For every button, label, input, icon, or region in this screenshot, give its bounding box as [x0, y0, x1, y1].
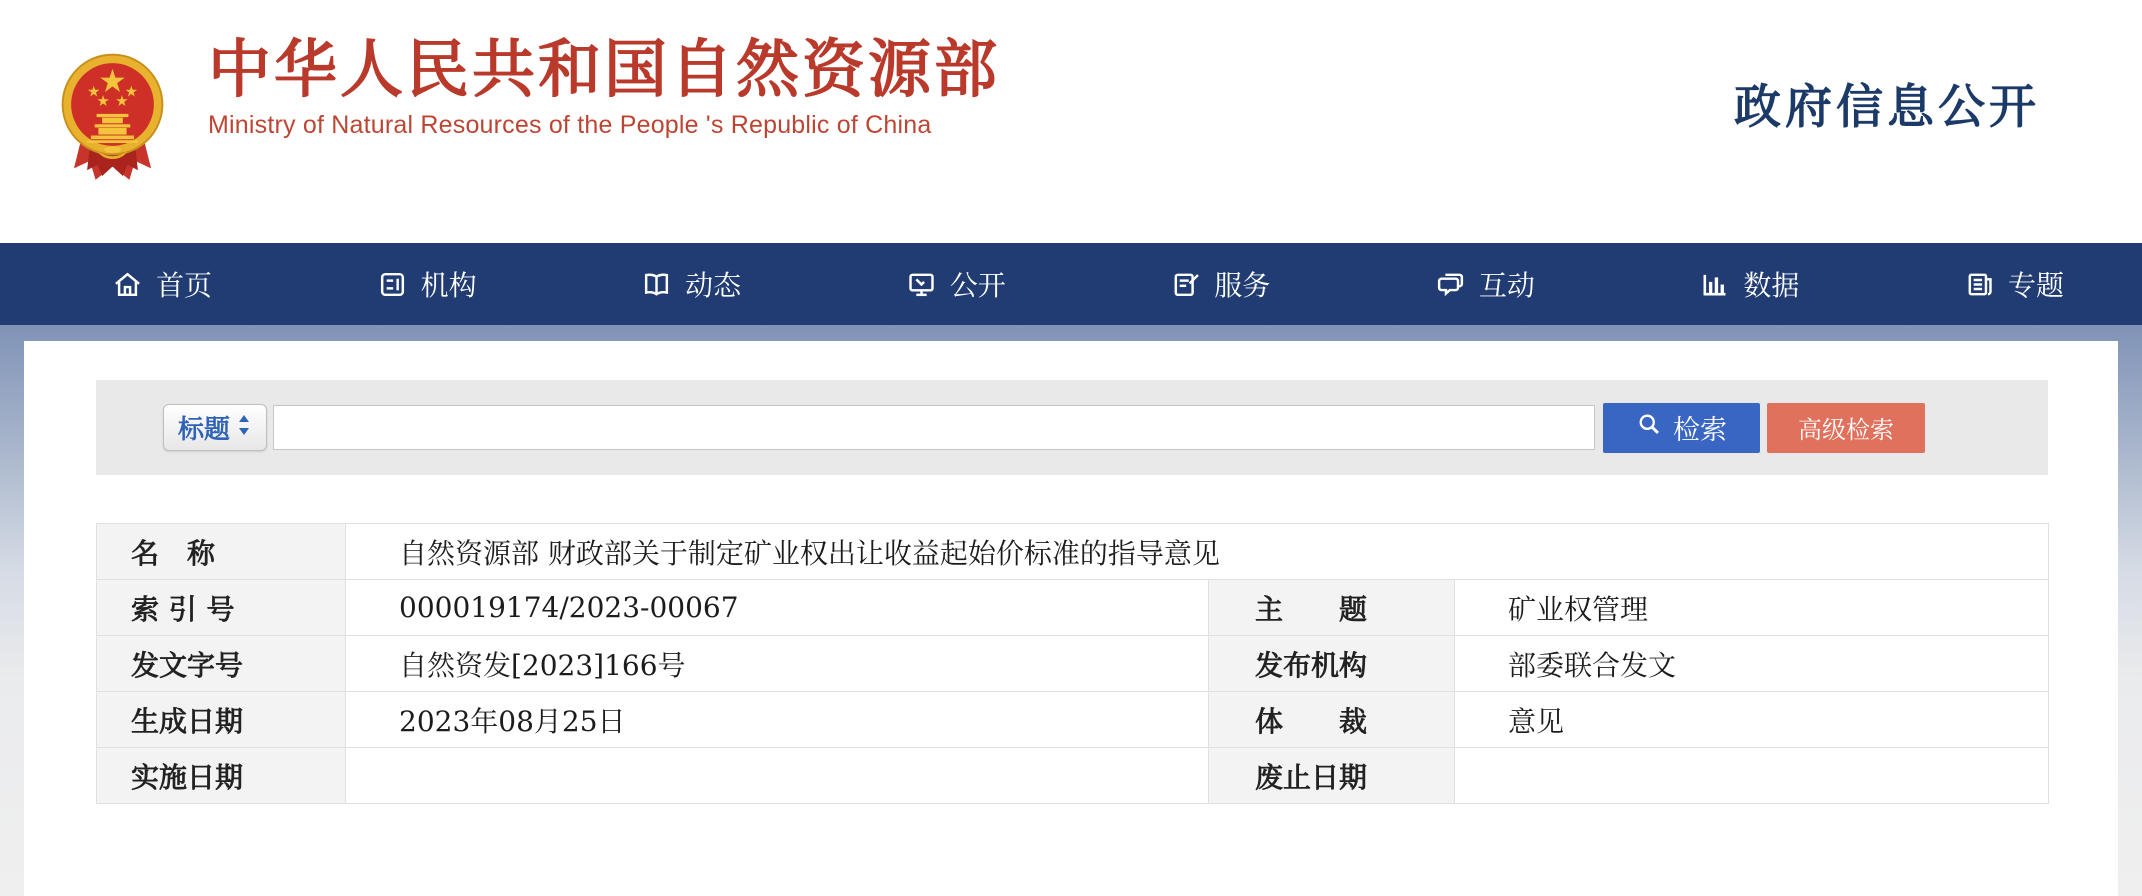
nav-label: 公开 — [949, 270, 1006, 301]
nav-item-data[interactable] — [1699, 264, 1799, 304]
advanced-search-button[interactable] — [1767, 403, 1925, 453]
content-background — [0, 325, 2142, 896]
home-icon — [112, 269, 143, 300]
content-panel — [24, 341, 2118, 896]
nav-item-interaction[interactable] — [1435, 264, 1535, 304]
field-value-subject: 矿业权管理 — [1455, 580, 2049, 636]
topics-newspaper-icon — [1964, 269, 1995, 300]
field-value-name: 自然资源部 财政部关于制定矿业权出让收益起始价标准的指导意见 — [346, 524, 2049, 580]
ministry-title-en: Ministry of Natural Resources of the People 's Republic of China — [208, 111, 932, 140]
field-label-index-number: 索 引 号 — [97, 580, 346, 636]
ministry-title-cn: 中华人民共和国自然资源部 — [208, 35, 1000, 105]
chat-bubbles-icon — [1435, 269, 1466, 300]
field-label-creation-date: 生成日期 — [97, 692, 346, 748]
field-label-effective-date: 实施日期 — [97, 748, 346, 804]
ministry-title-link[interactable] — [208, 36, 1000, 140]
field-value-creation-date: 2023年08月25日 — [346, 692, 1209, 748]
nav-item-topics[interactable] — [1964, 264, 2064, 304]
field-label-doc-number: 发文字号 — [97, 636, 346, 692]
info-table-row-index — [97, 580, 2049, 636]
search-field-select-value: 标题 — [177, 414, 230, 444]
nav-label: 互动 — [1478, 270, 1535, 301]
monitor-icon — [906, 269, 937, 300]
field-label-subject: 主 题 — [1209, 580, 1455, 636]
field-value-repeal-date — [1455, 748, 2049, 804]
nav-item-services[interactable] — [1170, 264, 1270, 304]
national-emblem-logo[interactable] — [56, 33, 169, 191]
advanced-search-button-label: 高级检索 — [1798, 417, 1894, 444]
select-spinner-icon — [236, 412, 252, 443]
nav-label: 服务 — [1214, 270, 1271, 301]
news-book-icon — [641, 269, 672, 300]
nav-label: 首页 — [156, 270, 213, 301]
search-field-select[interactable] — [163, 404, 267, 451]
info-table-row-name — [97, 524, 2049, 580]
field-label-name: 名 称 — [97, 524, 346, 580]
nav-item-organization[interactable] — [377, 264, 477, 304]
search-button-label: 检索 — [1673, 415, 1727, 445]
main-nav — [0, 243, 2142, 325]
nav-item-news[interactable] — [641, 264, 741, 304]
search-input[interactable] — [273, 405, 1595, 450]
field-value-genre: 意见 — [1455, 692, 2049, 748]
field-value-issuing-agency: 部委联合发文 — [1455, 636, 2049, 692]
nav-item-disclosure[interactable] — [906, 264, 1006, 304]
service-document-icon — [1170, 269, 1201, 300]
field-label-issuing-agency: 发布机构 — [1209, 636, 1455, 692]
nav-label: 数据 — [1743, 270, 1800, 301]
field-label-genre: 体 裁 — [1209, 692, 1455, 748]
document-info-table — [96, 523, 2049, 804]
field-value-index-number: 000019174/2023-00067 — [346, 580, 1209, 636]
organization-icon — [377, 269, 408, 300]
nav-label: 机构 — [420, 270, 477, 301]
search-button[interactable] — [1603, 403, 1760, 453]
bar-chart-icon — [1699, 269, 1730, 300]
page-title-gov-info-disclosure: 政府信息公开 — [1734, 80, 2040, 135]
search-icon — [1636, 411, 1663, 445]
info-table-row-docnumber — [97, 636, 2049, 692]
field-label-repeal-date: 废止日期 — [1209, 748, 1455, 804]
info-table-row-effective — [97, 748, 2049, 804]
info-table-row-dates — [97, 692, 2049, 748]
site-header — [0, 0, 2142, 243]
nav-item-home[interactable] — [112, 264, 212, 304]
field-value-effective-date — [346, 748, 1209, 804]
field-value-doc-number: 自然资发[2023]166号 — [346, 636, 1209, 692]
search-bar — [96, 380, 2048, 475]
nav-label: 专题 — [2007, 270, 2064, 301]
nav-label: 动态 — [685, 270, 742, 301]
